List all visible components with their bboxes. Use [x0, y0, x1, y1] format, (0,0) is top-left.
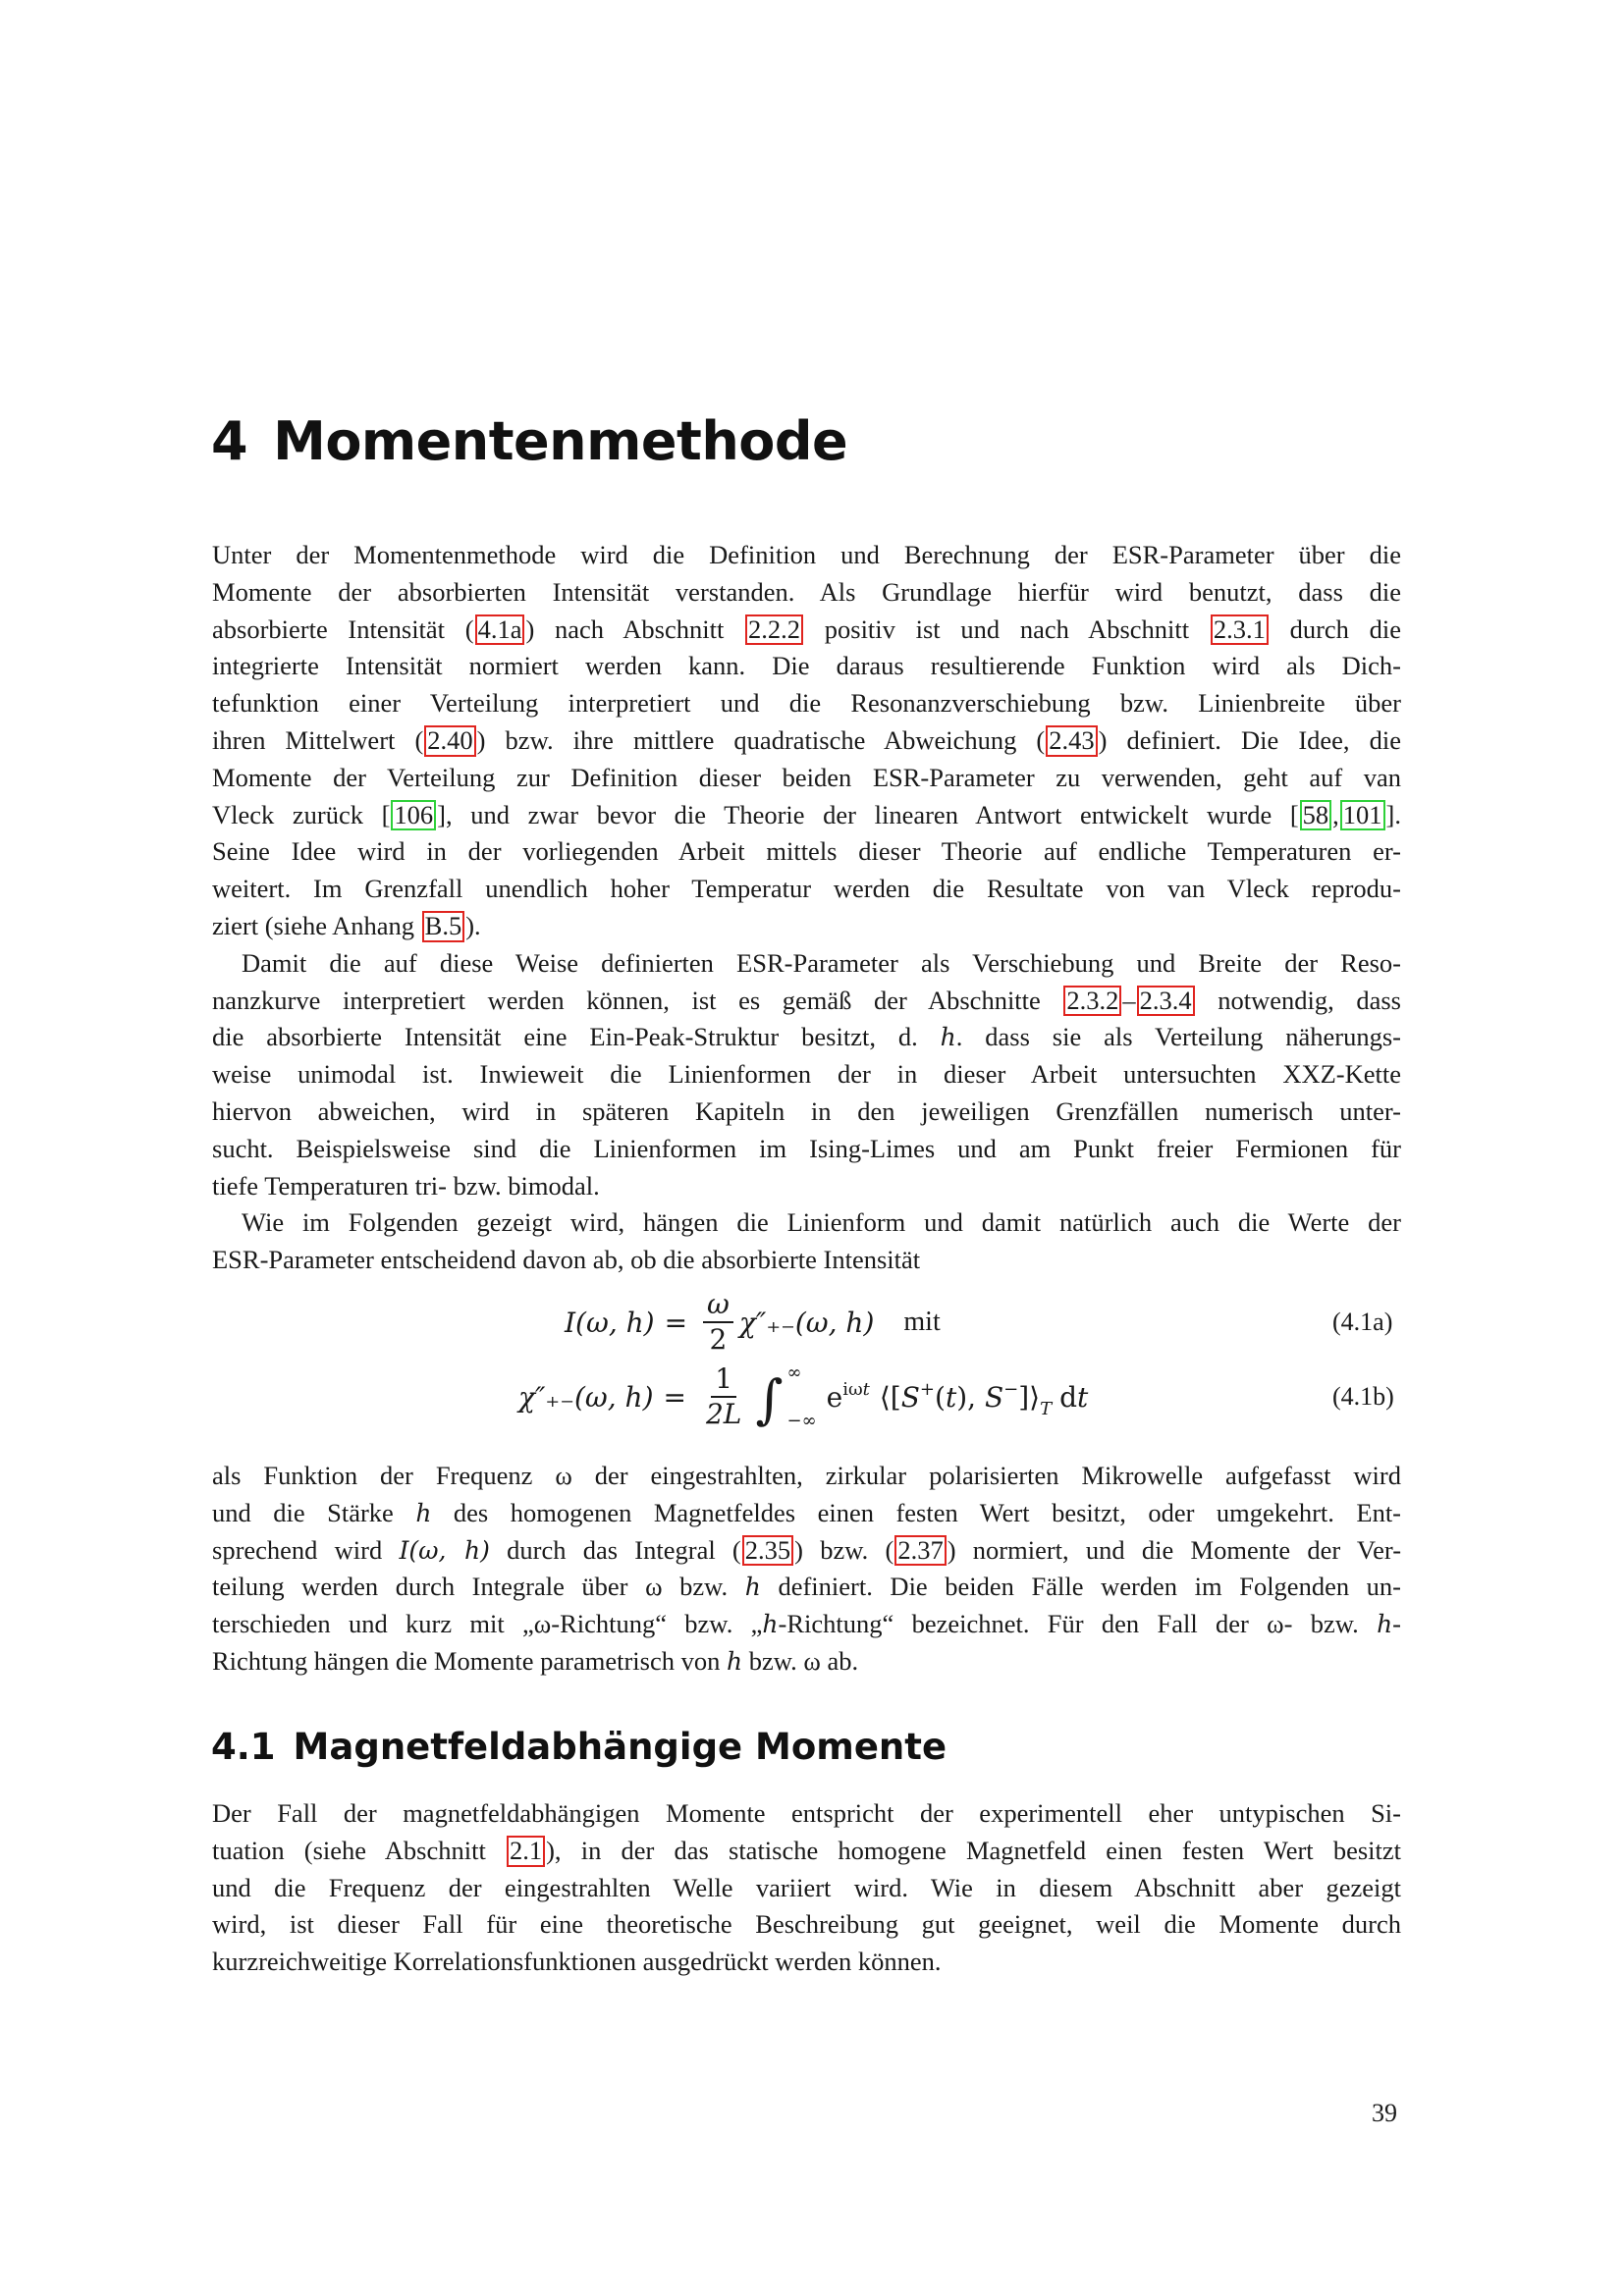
- text-line: ihren Mittelwert ( 2.40 ) bzw. ihre mittlere quadratische Abweichung ( 2.43 ) definiert. Die Idee, die: [212, 724, 1401, 755]
- equation-number: (4.1b): [1332, 1382, 1394, 1411]
- text-line: Momente der absorbierten Intensität verstanden. Als Grundlage hierfür wird benutzt, dass die: [212, 576, 1401, 607]
- fraction-numerator: ω: [703, 1288, 733, 1323]
- integrand: [826, 1378, 1089, 1419]
- math-symbol: h: [744, 1573, 761, 1602]
- math-symbol: h: [726, 1646, 743, 1676]
- text-line: weise unimodal ist. Inwieweit die Linienformen der in dieser Arbeit untersuchten XXZ-Kette: [212, 1059, 1401, 1090]
- text-line: und die Frequenz der eingestrahlten Welle variiert wird. Wie in diesem Abschnitt aber gezeigt: [212, 1872, 1401, 1902]
- eq-lhs: I(ω, h): [565, 1306, 655, 1339]
- citation-link[interactable]: 101: [1340, 800, 1385, 831]
- integral-sign: ∫: [755, 1367, 784, 1430]
- fraction-numerator: 1: [711, 1362, 736, 1398]
- cross-reference-link[interactable]: 2.35: [742, 1535, 793, 1567]
- chapter-heading: [211, 410, 847, 472]
- text-line: terschieden und kurz mit „ω-Richtung“ bzw. „h-Richtung“ bezeichnet. Für den Fall der ω- bzw. h-: [212, 1609, 1401, 1639]
- section-heading: [211, 1726, 947, 1768]
- text-line: sprechend wird I(ω, h) durch das Integral ( 2.35 ) bzw. ( 2.37 ) normiert, und die Momente der Ver-: [212, 1534, 1402, 1565]
- text-line: Seine Idee wird in der vorliegenden Arbeit mittels dieser Theorie auf endliche Temperaturen er-: [212, 836, 1401, 867]
- text-line: teilung werden durch Integrale über ω bzw. h definiert. Die beiden Fälle werden im Folgenden un-: [212, 1572, 1401, 1602]
- section-title: Magnetfeldabhängige Momente: [293, 1726, 947, 1768]
- fraction-denominator: 2L: [705, 1398, 742, 1430]
- text-line: ESR-Parameter entscheidend davon ab, ob die absorbierte Intensität: [212, 1245, 921, 1275]
- math-symbol: h: [940, 1023, 956, 1052]
- text-line: Momente der Verteilung zur Definition dieser beiden ESR-Parameter zu verwenden, geht auf van: [212, 762, 1401, 792]
- text-line: Richtung hängen die Momente parametrisch von h bzw. ω ab.: [212, 1645, 859, 1676]
- commutator-term: ⟨[S+(t), $S^-]⟩_T$: [879, 1378, 1053, 1419]
- integral-lower-limit: −∞: [786, 1411, 817, 1431]
- text-line: absorbierte Intensität ( 4.1a ) nach Abschnitt 2.2.2 positiv ist und nach Abschnitt 2.3.1 durch die: [212, 614, 1401, 644]
- equation-body: χ″₊₋(ω, h) = $\frac{1}{2L}$ ∫ ∞ −∞ $e^{i\omega t}$ ⟨[S+(t), $S^-]⟩_T$ dt: [518, 1362, 1089, 1431]
- integral-upper-limit: ∞: [786, 1362, 802, 1383]
- text-line: ziert (siehe Anhang B.5 ).: [212, 910, 481, 940]
- chapter-title: Momentenmethode: [273, 410, 848, 472]
- text-line: die absorbierte Intensität eine Ein-Peak-Struktur besitzt, d. h. dass sie als Verteilung näherungs-: [212, 1022, 1402, 1052]
- post-equation-paragraph: [212, 1458, 1401, 1681]
- integral-limits: [787, 1362, 817, 1431]
- cross-reference-link[interactable]: 2.3.1: [1211, 614, 1269, 646]
- math-symbol: h: [415, 1498, 432, 1527]
- eq-fraction: [702, 1362, 745, 1431]
- text-line: hiervon abweichen, wird in späteren Kapiteln in den jeweiligen Grenzfällen numerisch unter-: [212, 1095, 1401, 1126]
- equation-4-1a: [0, 1288, 1624, 1357]
- text-line: sucht. Beispielsweise sind die Linienformen im Ising-Limes und am Punkt freier Fermionen für: [212, 1133, 1401, 1163]
- eq-rest: χ″₊₋(ω, h): [738, 1306, 875, 1339]
- eq-lhs: χ″₊₋(ω, h): [518, 1380, 654, 1414]
- equation-number: (4.1a): [1332, 1308, 1393, 1336]
- section-number: 4.1: [211, 1726, 276, 1768]
- text-line: weitert. Im Grenzfall unendlich hoher Temperatur werden die Resultate von van Vleck reprodu-: [212, 874, 1401, 904]
- cross-reference-link[interactable]: 2.43: [1046, 725, 1097, 757]
- text-line: Unter der Momentenmethode wird die Definition und Berechnung der ESR-Parameter über die: [212, 540, 1401, 569]
- cross-reference-link[interactable]: B.5: [422, 911, 465, 942]
- citation-link[interactable]: 58: [1300, 800, 1332, 831]
- cross-reference-link[interactable]: 2.2.2: [745, 614, 803, 646]
- text-line: kurzreichweitige Korrelationsfunktionen ausgedrückt werden können.: [212, 1947, 942, 1977]
- eq-suffix: mit: [903, 1307, 941, 1337]
- text-line: tiefe Temperaturen tri- bzw. bimodal.: [212, 1170, 600, 1201]
- eq-fraction: [703, 1288, 733, 1357]
- text-line: integrierte Intensität normiert werden kann. Die daraus resultierende Funktion wird als Dich-: [212, 651, 1401, 681]
- cross-reference-link[interactable]: 2.1: [507, 1836, 545, 1867]
- page-number: 39: [1372, 2099, 1397, 2127]
- citation-link[interactable]: 106: [391, 800, 436, 831]
- cross-reference-link[interactable]: 4.1a: [475, 614, 525, 646]
- fraction-denominator: 2: [709, 1323, 728, 1356]
- text-line: tefunktion einer Verteilung interpretiert und die Resonanzverschiebung bzw. Linienbreite über: [212, 688, 1401, 719]
- text-line: als Funktion der Frequenz ω der eingestrahlten, zirkular polarisierten Mikrowelle aufgefasst wird: [212, 1461, 1401, 1490]
- text-line: Vleck zurück [ 106 ], und zwar bevor die Theorie der linearen Antwort entwickelt wurde [ 58 , 101 ].: [212, 799, 1401, 829]
- cross-reference-link[interactable]: 2.3.4: [1137, 986, 1195, 1017]
- cross-reference-link[interactable]: 2.37: [894, 1535, 946, 1567]
- text-line: und die Stärke h des homogenen Magnetfeldes einen festen Wert besitzt, oder umgekehrt. Ent-: [212, 1497, 1402, 1527]
- equation-4-1b: [0, 1362, 1624, 1431]
- cross-reference-link[interactable]: 2.40: [424, 725, 475, 757]
- text-line: wird, ist dieser Fall für eine theoretische Beschreibung gut geeignet, weil die Momente durch: [212, 1909, 1401, 1940]
- equation-body: I(ω, h) = $\frac{\omega}{2}$ χ″₊₋(ω, h) mit: [565, 1288, 941, 1356]
- math-symbol: I(ω, h): [399, 1535, 490, 1565]
- differential: dt: [1059, 1380, 1089, 1414]
- text-line: Damit die auf diese Weise definierten ESR-Parameter als Verschiebung und Breite der Reso-: [242, 947, 1401, 978]
- text-line: Der Fall der magnetfeldabhängigen Momente entspricht der experimentell eher untypischen Si-: [212, 1798, 1401, 1828]
- text-line: nanzkurve interpretiert werden können, ist es gemäß der Abschnitte 2.3.2 – 2.3.4 notwendig, dass: [212, 985, 1401, 1015]
- cross-reference-link[interactable]: 2.3.2: [1063, 986, 1121, 1017]
- text-line: tuation (siehe Abschnitt 2.1 ), in der das statische homogene Magnetfeld einen festen Wert besitzt: [212, 1835, 1402, 1865]
- section-paragraph: [212, 1795, 1401, 1981]
- chapter-number: 4: [211, 410, 248, 472]
- exp-term: $e^{i\omega t}$: [826, 1378, 870, 1414]
- math-symbol: h: [1377, 1610, 1393, 1639]
- math-symbol: h: [762, 1610, 779, 1639]
- text-line: Wie im Folgenden gezeigt wird, hängen die Linienform und damit natürlich auch die Werte der: [242, 1207, 1401, 1238]
- intro-paragraphs: [212, 537, 1401, 1279]
